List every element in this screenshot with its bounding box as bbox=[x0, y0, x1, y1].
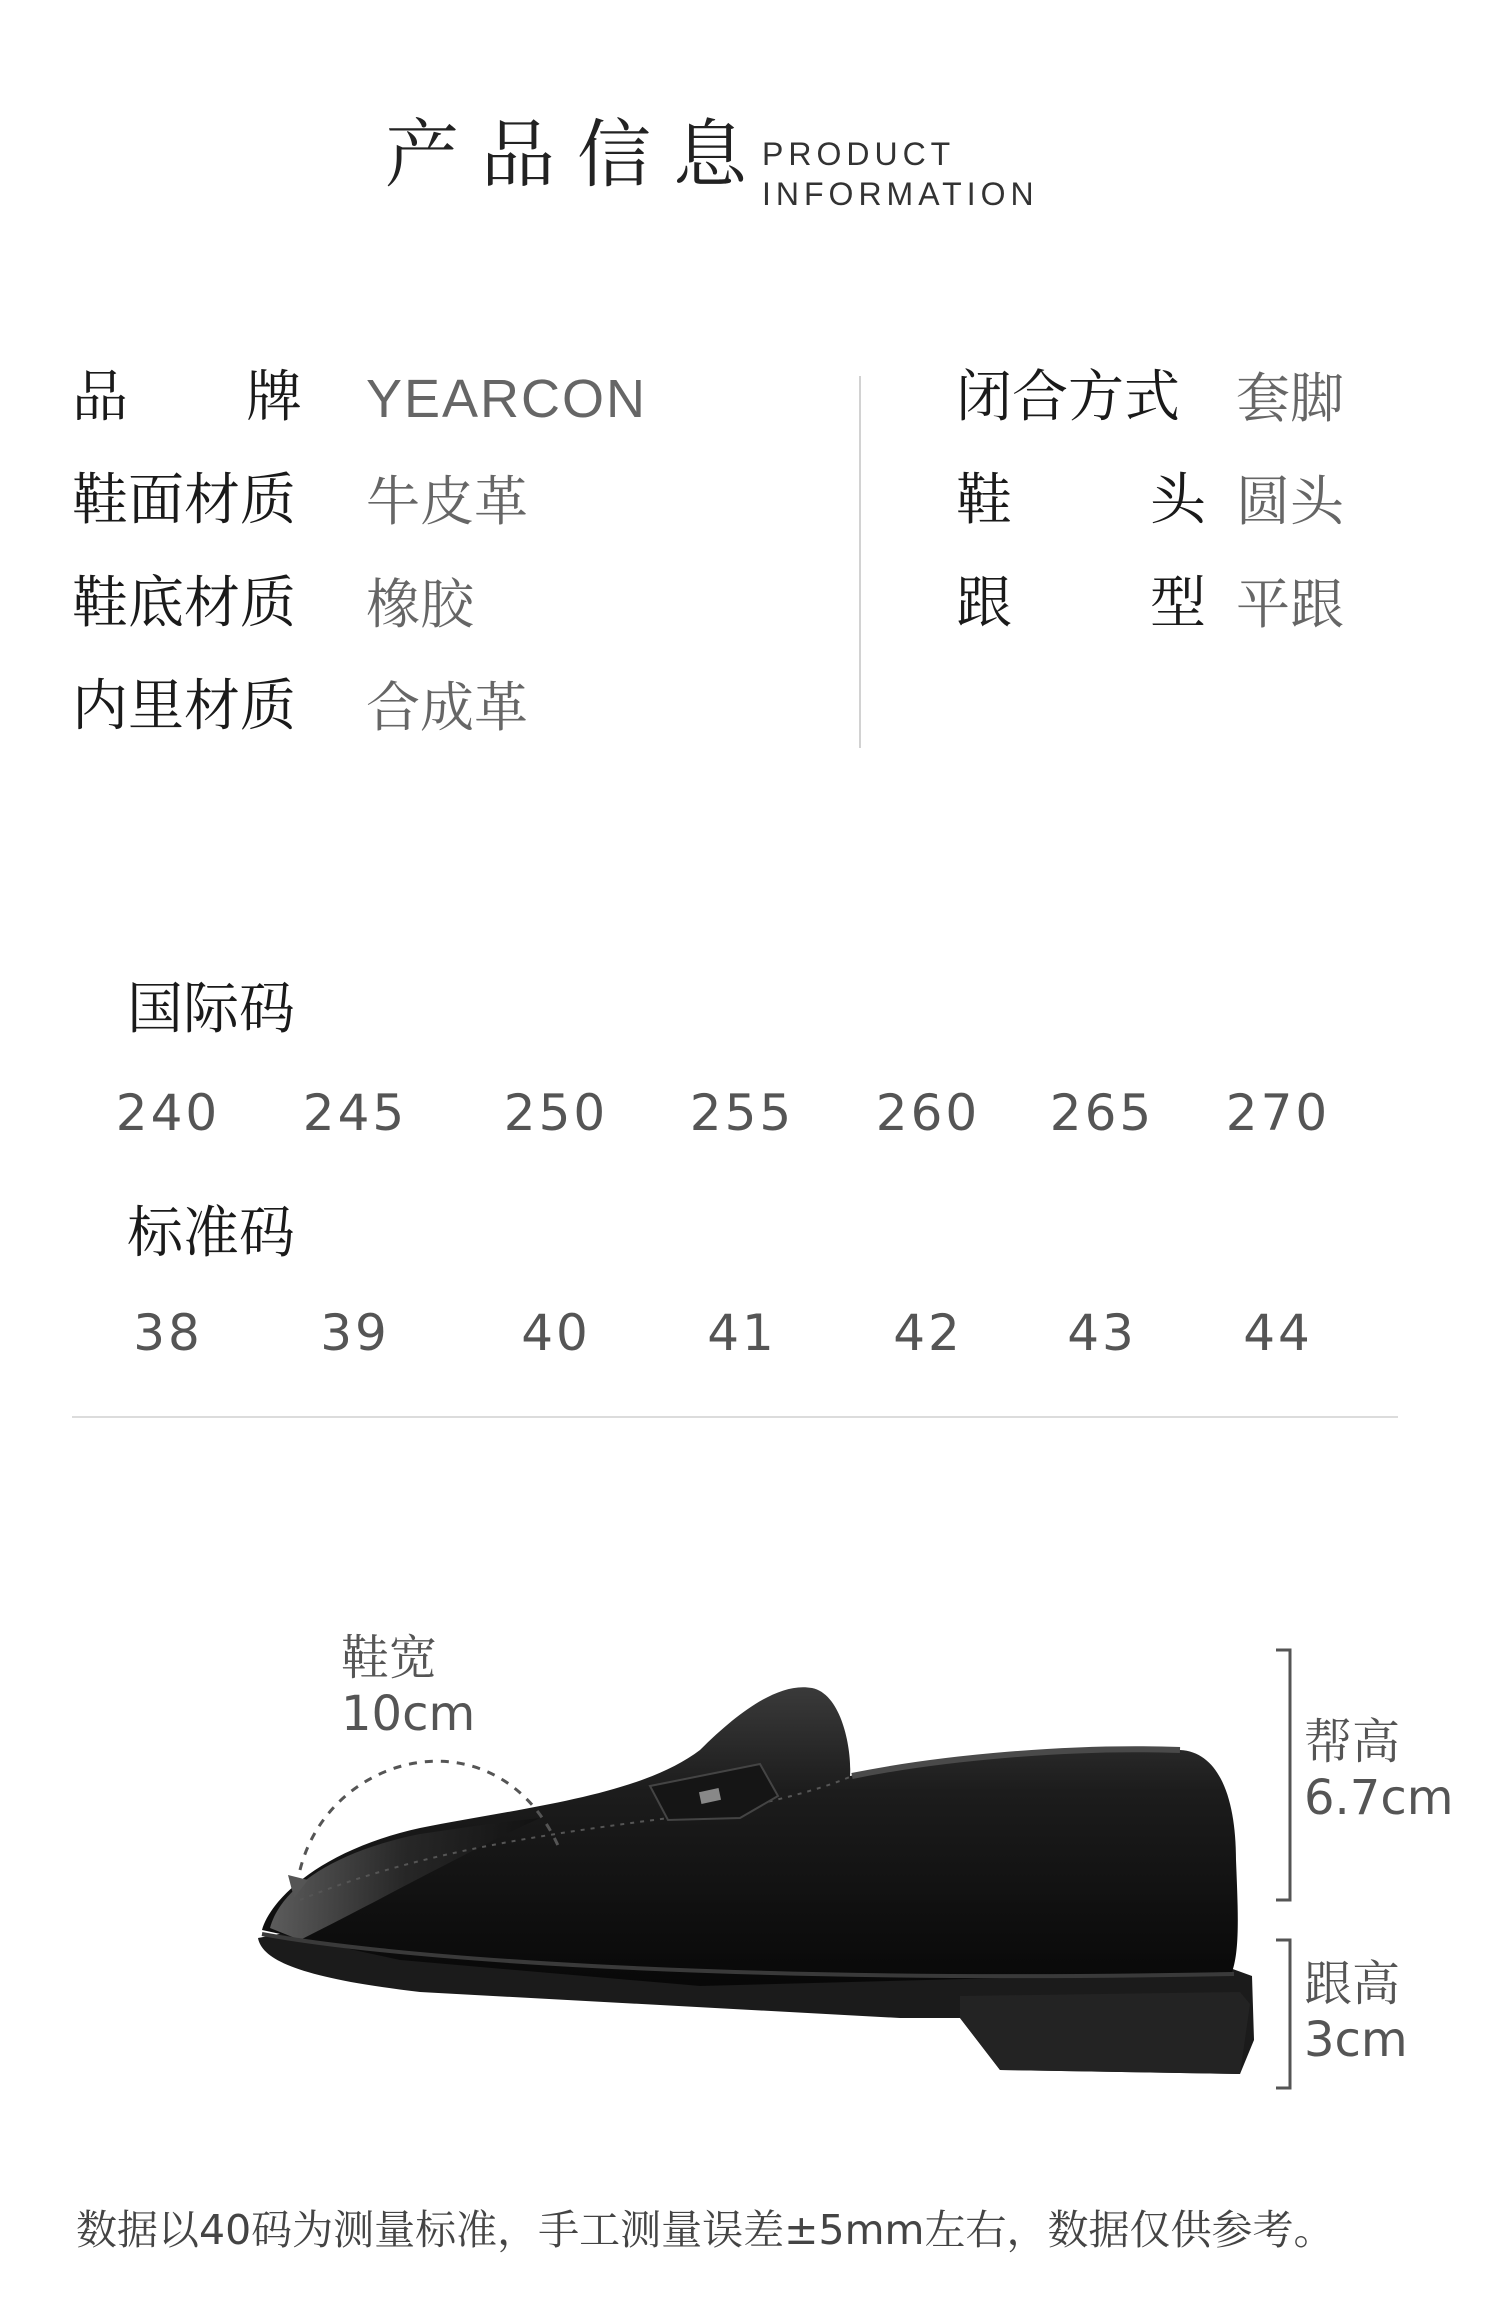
shoe-illustration bbox=[0, 1600, 1500, 2120]
upper-height-value: 6.7cm bbox=[1304, 1770, 1454, 1826]
intl-size-0: 240 bbox=[115, 1084, 221, 1142]
measurement-note: 数据以40码为测量标准，手工测量误差±5mm左右，数据仅供参考。 bbox=[76, 2206, 1335, 2254]
spec-value-heel-type: 平跟 bbox=[1236, 573, 1344, 636]
intl-size-2: 250 bbox=[503, 1084, 609, 1142]
std-size-label: 标准码 bbox=[127, 1201, 295, 1266]
spec-label-toe-char1: 鞋 bbox=[956, 468, 1012, 533]
intl-size-label: 国际码 bbox=[127, 977, 295, 1042]
intl-size-3: 255 bbox=[689, 1084, 795, 1142]
spec-label-toe bbox=[956, 468, 1206, 533]
section-divider bbox=[72, 1416, 1398, 1418]
spec-label-brand-char2: 牌 bbox=[246, 365, 302, 430]
title-en-line1: PRODUCT bbox=[762, 136, 956, 172]
std-size-3: 41 bbox=[707, 1304, 777, 1362]
bracket-icon bbox=[1276, 1650, 1290, 2088]
width-value: 10cm bbox=[341, 1686, 476, 1742]
upper-height-label: 帮高 bbox=[1304, 1714, 1401, 1770]
spec-label-lining: 内里材质 bbox=[72, 674, 296, 739]
spec-value-brand: YEARCON bbox=[366, 369, 648, 429]
spec-value-lining: 合成革 bbox=[366, 676, 528, 739]
spec-label-heel-type-char2: 型 bbox=[1150, 571, 1206, 636]
width-callout bbox=[341, 1630, 475, 1742]
std-size-0: 38 bbox=[133, 1304, 203, 1362]
std-size-5: 43 bbox=[1067, 1304, 1137, 1362]
spec-label-upper: 鞋面材质 bbox=[72, 468, 296, 533]
intl-size-6: 270 bbox=[1225, 1084, 1331, 1142]
spec-label-heel-type-char1: 跟 bbox=[956, 571, 1012, 636]
spec-label-brand-char1: 品 bbox=[72, 365, 128, 430]
std-size-1: 39 bbox=[320, 1304, 390, 1362]
std-size-2: 40 bbox=[521, 1304, 591, 1362]
spec-value-upper: 牛皮革 bbox=[366, 470, 528, 533]
spec-label-closure: 闭合方式 bbox=[956, 365, 1180, 430]
spec-value-sole: 橡胶 bbox=[366, 573, 474, 636]
spec-value-toe: 圆头 bbox=[1236, 470, 1344, 533]
spec-label-sole: 鞋底材质 bbox=[72, 571, 296, 636]
spec-label-brand bbox=[72, 365, 302, 430]
spec-label-heel-type bbox=[956, 571, 1206, 636]
heel-height-value: 3cm bbox=[1304, 2012, 1408, 2068]
spec-value-closure: 套脚 bbox=[1236, 367, 1344, 430]
std-size-4: 42 bbox=[893, 1304, 963, 1362]
width-label: 鞋宽 bbox=[341, 1630, 438, 1686]
intl-size-1: 245 bbox=[302, 1084, 408, 1142]
page-title-en bbox=[762, 134, 1039, 214]
page-title: 产品信息 bbox=[385, 112, 769, 198]
std-size-6: 44 bbox=[1243, 1304, 1313, 1362]
intl-size-4: 260 bbox=[875, 1084, 981, 1142]
upper-height-callout bbox=[1304, 1714, 1453, 1826]
heel-height-label: 跟高 bbox=[1304, 1956, 1401, 2012]
intl-size-5: 265 bbox=[1049, 1084, 1155, 1142]
spec-label-toe-char2: 头 bbox=[1150, 468, 1206, 533]
heel-height-callout bbox=[1304, 1956, 1408, 2068]
title-en-line2: INFORMATION bbox=[762, 176, 1039, 212]
column-divider bbox=[859, 376, 861, 748]
